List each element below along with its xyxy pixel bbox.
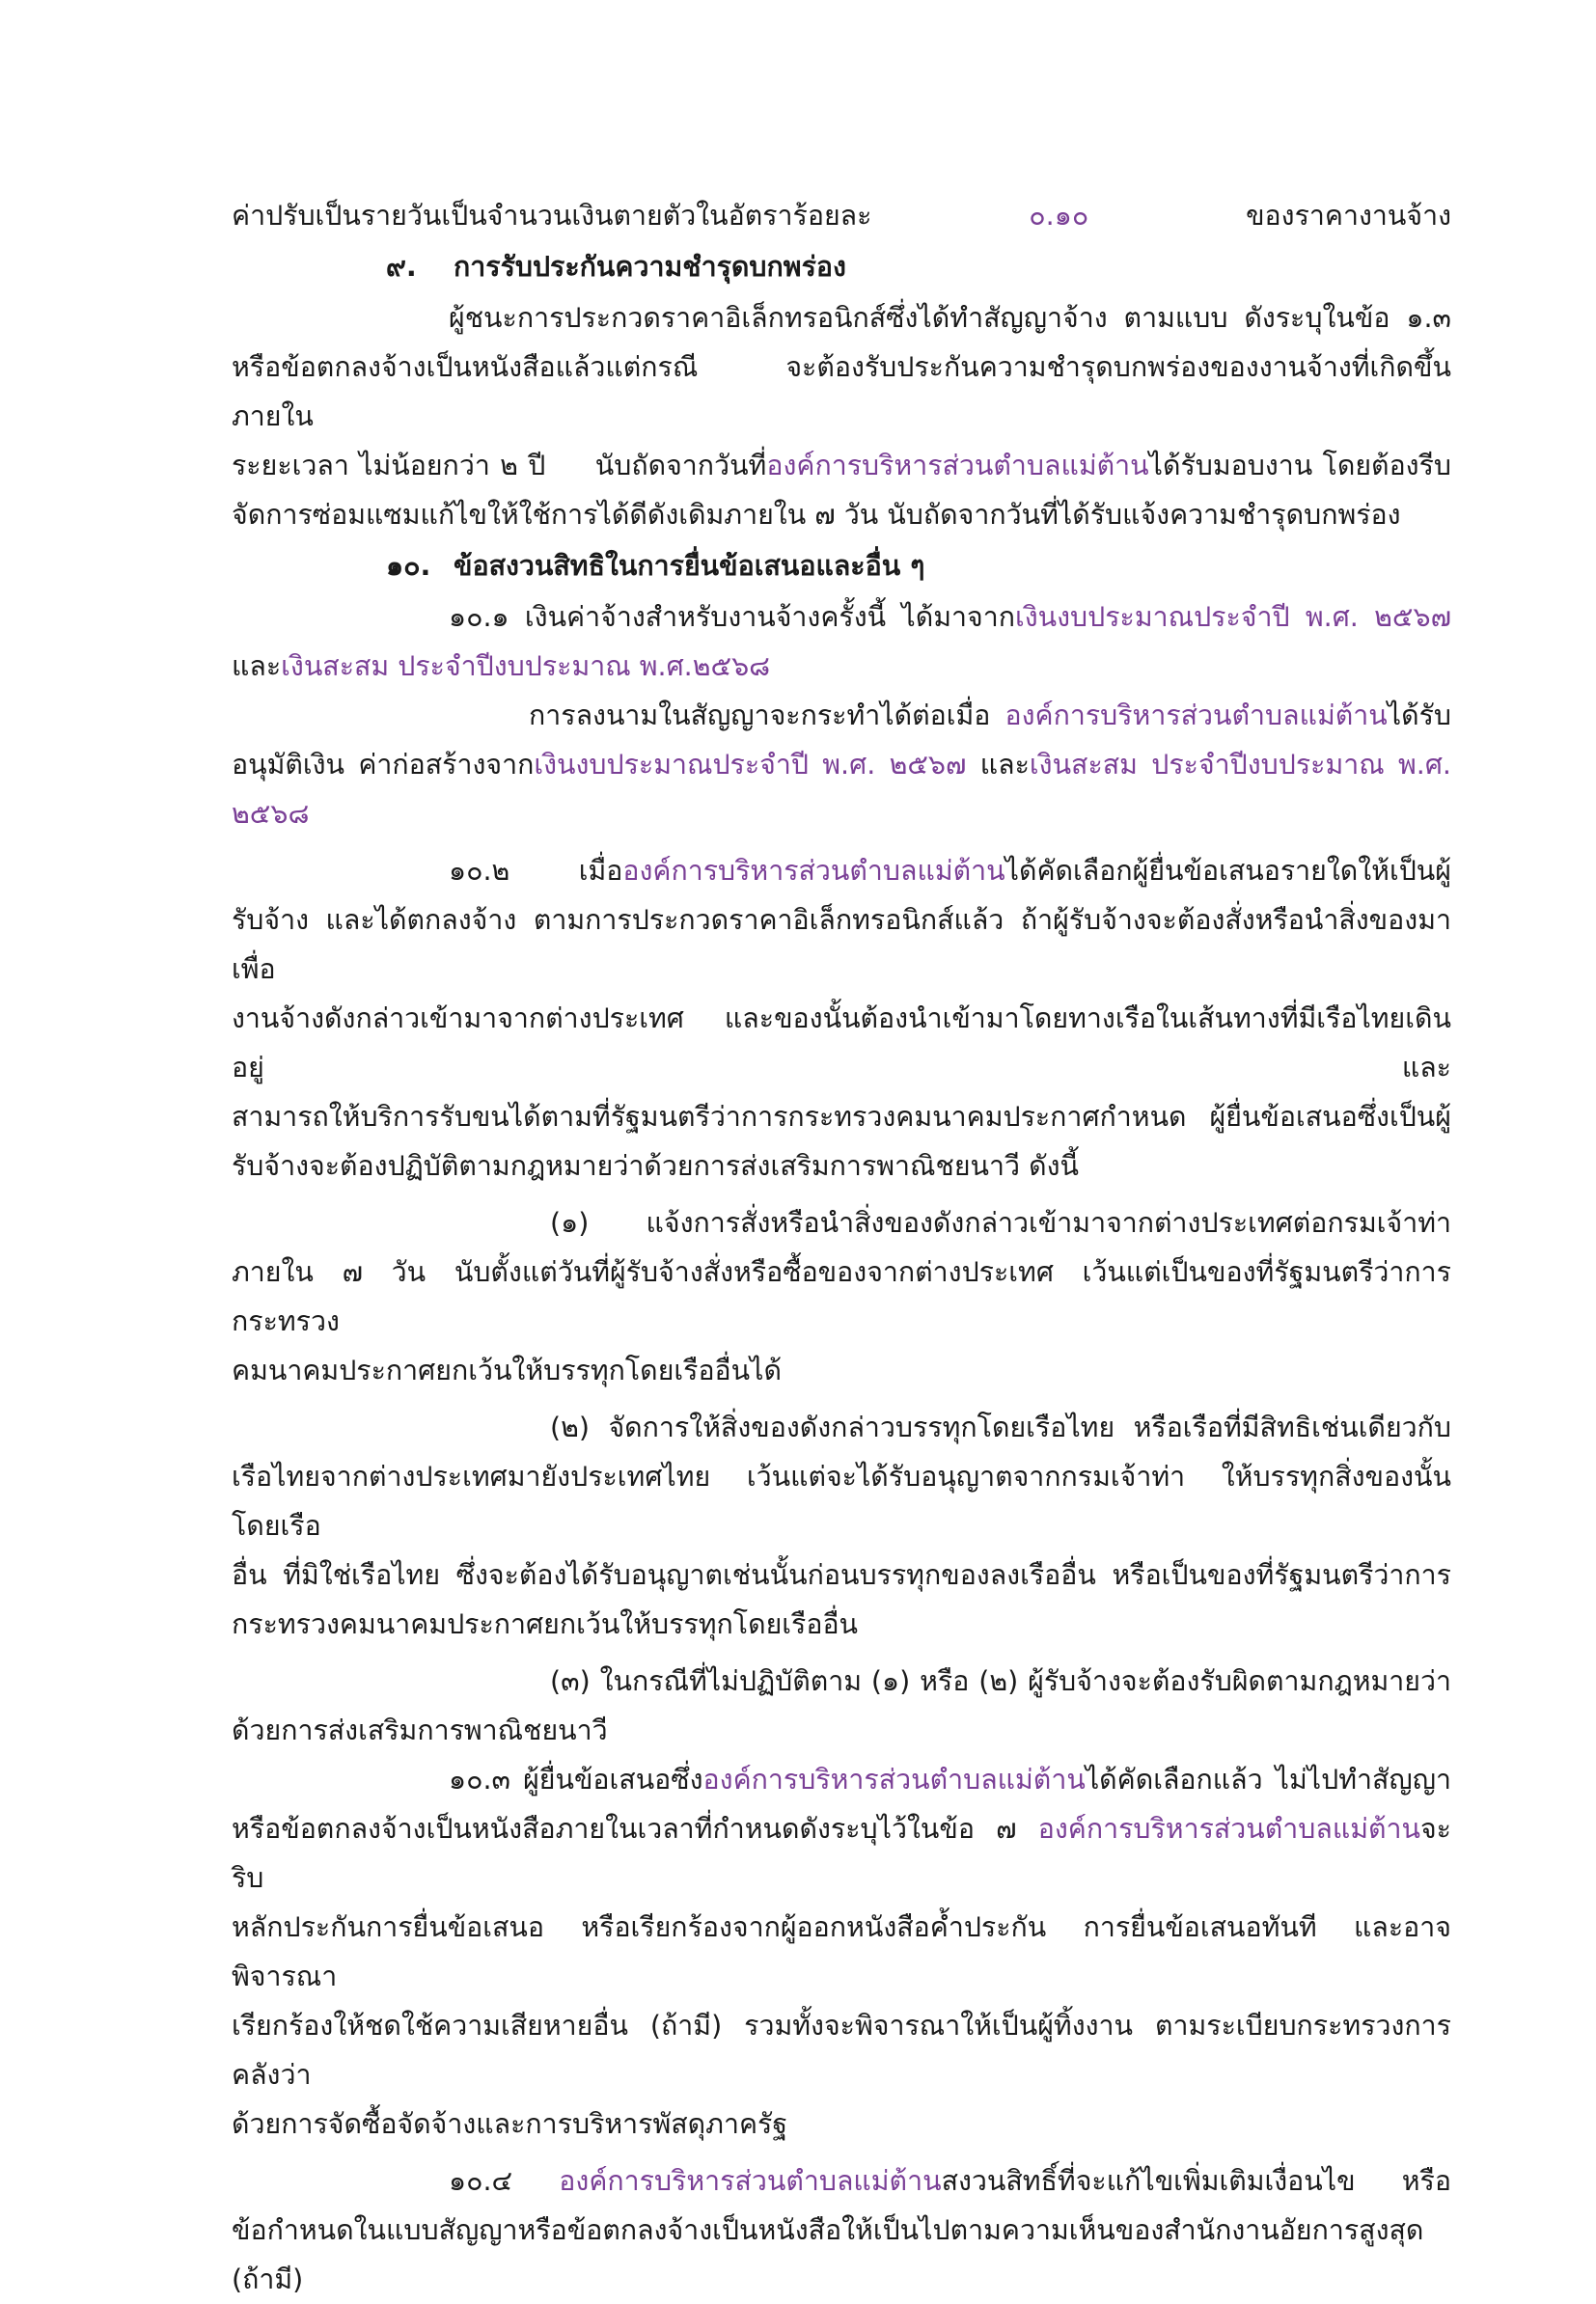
s9-line-1: ผู้ชนะการประกวดราคาอิเล็กทรอนิกส์ซึ่งได้ทำสัญญาจ้าง ตามแบบ ดังระบุในข้อ ๑.๓: [449, 302, 1451, 334]
s10-1-line-2: และเงินสะสม ประจำปีงบประมาณ พ.ศ.๒๕๖๘: [232, 650, 771, 682]
s9-line-2: หรือข้อตกลงจ้างเป็นหนังสือแล้วแต่กรณี จะต้องรับประกันความชำรุดบกพร่องของงานจ้างที่เกิดขึ้นภายใน: [232, 351, 1451, 432]
org-name: องค์การบริหารส่วนตำบลแม่ต้าน: [1004, 699, 1388, 731]
org-name: องค์การบริหารส่วนตำบลแม่ต้าน: [766, 450, 1149, 481]
s10-2-item-3-line-1: (๓) ในกรณีที่ไม่ปฏิบัติตาม (๑) หรือ (๒) ผู้รับจ้างจะต้องรับผิดตามกฎหมายว่า: [550, 1665, 1451, 1697]
s9-line-3: ระยะเวลา ไม่น้อยกว่า ๒ ปี นับถัดจากวันที่องค์การบริหารส่วนตำบลแม่ต้านได้รับมอบงาน โดยต้องรีบ: [232, 450, 1451, 481]
s10-1-line-1: ๑๐.๑ เงินค่าจ้างสำหรับงานจ้างครั้งนี้ ได้มาจากเงินงบประมาณประจำปี พ.ศ. ๒๕๖๗: [449, 601, 1451, 633]
s10-1-line-5: ๒๕๖๘: [232, 798, 310, 830]
s10-2-line-2: รับจ้าง และได้ตกลงจ้าง ตามการประกวดราคาอิเล็กทรอนิกส์แล้ว ถ้าผู้รับจ้างจะต้องสั่งหรือนำสิ่งของมาเพื่อ: [232, 904, 1451, 985]
s9-line-4: จัดการซ่อมแซมแก้ไขให้ใช้การได้ดีดังเดิมภายใน ๗ วัน นับถัดจากวันที่ได้รับแจ้งความชำรุดบกพร่อง: [232, 499, 1401, 531]
org-name: องค์การบริหารส่วนตำบลแม่ต้าน: [1037, 1813, 1420, 1845]
s10-1-line-4: อนุมัติเงิน ค่าก่อสร้างจากเงินงบประมาณประจำปี พ.ศ. ๒๕๖๗ และเงินสะสม ประจำปีงบประมาณ พ.ศ.: [232, 749, 1451, 781]
s10-3-line-2: หรือข้อตกลงจ้างเป็นหนังสือภายในเวลาที่กำหนดดังระบุไว้ในข้อ ๗ องค์การบริหารส่วนตำบลแม่ต้านจะริบ: [232, 1813, 1451, 1894]
section-9-heading: ๙. การรับประกันความชำรุดบกพร่อง: [386, 251, 846, 283]
s10-3-line-4: เรียกร้องให้ชดใช้ความเสียหายอื่น (ถ้ามี) รวมทั้งจะพิจารณาให้เป็นผู้ทิ้งงาน ตามระเบียบกระทรวงการคลังว่า: [232, 2010, 1451, 2091]
s10-2-item-3-line-2: ด้วยการส่งเสริมการพาณิชยนาวี: [232, 1714, 608, 1746]
penalty-rate: ๐.๑๐: [1029, 200, 1089, 232]
s10-2-item-1-line-3: คมนาคมประกาศยกเว้นให้บรรทุกโดยเรืออื่นได้: [232, 1355, 782, 1386]
s10-3-line-3: หลักประกันการยื่นข้อเสนอ หรือเรียกร้องจากผู้ออกหนังสือค้ำประกัน การยื่นข้อเสนอทันที และอาจพิจารณา: [232, 1911, 1451, 1992]
s10-2-item-2-line-2: เรือไทยจากต่างประเทศมายังประเทศไทย เว้นแต่จะได้รับอนุญาตจากกรมเจ้าท่า ให้บรรทุกสิ่งของนั้น โดยเรือ: [232, 1461, 1451, 1542]
org-name: องค์การบริหารส่วนตำบลแม่ต้าน: [622, 855, 1005, 887]
s10-4-line-2: ข้อกำหนดในแบบสัญญาหรือข้อตกลงจ้างเป็นหนังสือให้เป็นไปตามความเห็นของสำนักงานอัยการสูงสุด (ถ้ามี): [232, 2214, 1424, 2295]
s10-2-line-4: สามารถให้บริการรับขนได้ตามที่รัฐมนตรีว่าการกระทรวงคมนาคมประกาศกำหนด ผู้ยื่นข้อเสนอซึ่งเป็นผู้: [232, 1101, 1451, 1133]
s10-2-item-2-line-4: กระทรวงคมนาคมประกาศยกเว้นให้บรรทุกโดยเรืออื่น: [232, 1608, 859, 1640]
s10-2-line-3: งานจ้างดังกล่าวเข้ามาจากต่างประเทศ และของนั้นต้องนำเข้ามาโดยทางเรือในเส้นทางที่มีเรือไทยเดินอยู่ และ: [232, 1002, 1451, 1083]
s10-2-line-5: รับจ้างจะต้องปฏิบัติตามกฎหมายว่าด้วยการส่งเสริมการพาณิชยนาวี ดังนี้: [232, 1150, 1079, 1182]
org-name: องค์การบริหารส่วนตำบลแม่ต้าน: [559, 2165, 942, 2197]
s10-2-item-2-line-1: (๒) จัดการให้สิ่งของดังกล่าวบรรทุกโดยเรือไทย หรือเรือที่มีสิทธิเช่นเดียวกับ: [550, 1412, 1451, 1443]
s10-1-line-3: การลงนามในสัญญาจะกระทำได้ต่อเมื่อ องค์การบริหารส่วนตำบลแม่ต้านได้รับ: [529, 699, 1451, 731]
s10-3-line-1: ๑๐.๓ ผู้ยื่นข้อเสนอซึ่งองค์การบริหารส่วนตำบลแม่ต้านได้คัดเลือกแล้ว ไม่ไปทำสัญญา: [449, 1764, 1451, 1796]
s10-2-item-2-line-3: อื่น ที่มิใช่เรือไทย ซึ่งจะต้องได้รับอนุญาตเช่นนั้นก่อนบรรทุกของลงเรืออื่น หรือเป็นของที่รัฐมนตรีว่าการ: [232, 1559, 1451, 1591]
org-name: องค์การบริหารส่วนตำบลแม่ต้าน: [702, 1764, 1086, 1796]
s10-2-item-1-line-2: ภายใน ๗ วัน นับตั้งแต่วันที่ผู้รับจ้างสั่งหรือซื้อของจากต่างประเทศ เว้นแต่เป็นของที่รัฐมนตรีว่าการกระทรวง: [232, 1256, 1451, 1337]
s10-4-line-1: ๑๐.๔ องค์การบริหารส่วนตำบลแม่ต้านสงวนสิทธิ์ที่จะแก้ไขเพิ่มเติมเงื่อนไข หรือ: [449, 2165, 1451, 2197]
s10-2-item-1-line-1: (๑) แจ้งการสั่งหรือนำสิ่งของดังกล่าวเข้ามาจากต่างประเทศต่อกรมเจ้าท่า: [550, 1207, 1451, 1239]
s10-2-line-1: ๑๐.๒ เมื่อองค์การบริหารส่วนตำบลแม่ต้านได้คัดเลือกผู้ยื่นข้อเสนอรายใดให้เป็นผู้: [449, 855, 1451, 887]
s10-3-line-5: ด้วยการจัดซื้อจัดจ้างและการบริหารพัสดุภาครัฐ: [232, 2108, 788, 2140]
intro-line: ค่าปรับเป็นรายวันเป็นจำนวนเงินตายตัวในอัตราร้อยละ ๐.๑๐ ของราคางานจ้าง: [232, 200, 1451, 232]
section-10-heading: ๑๐. ข้อสงวนสิทธิในการยื่นข้อเสนอและอื่น ๆ: [386, 550, 925, 582]
